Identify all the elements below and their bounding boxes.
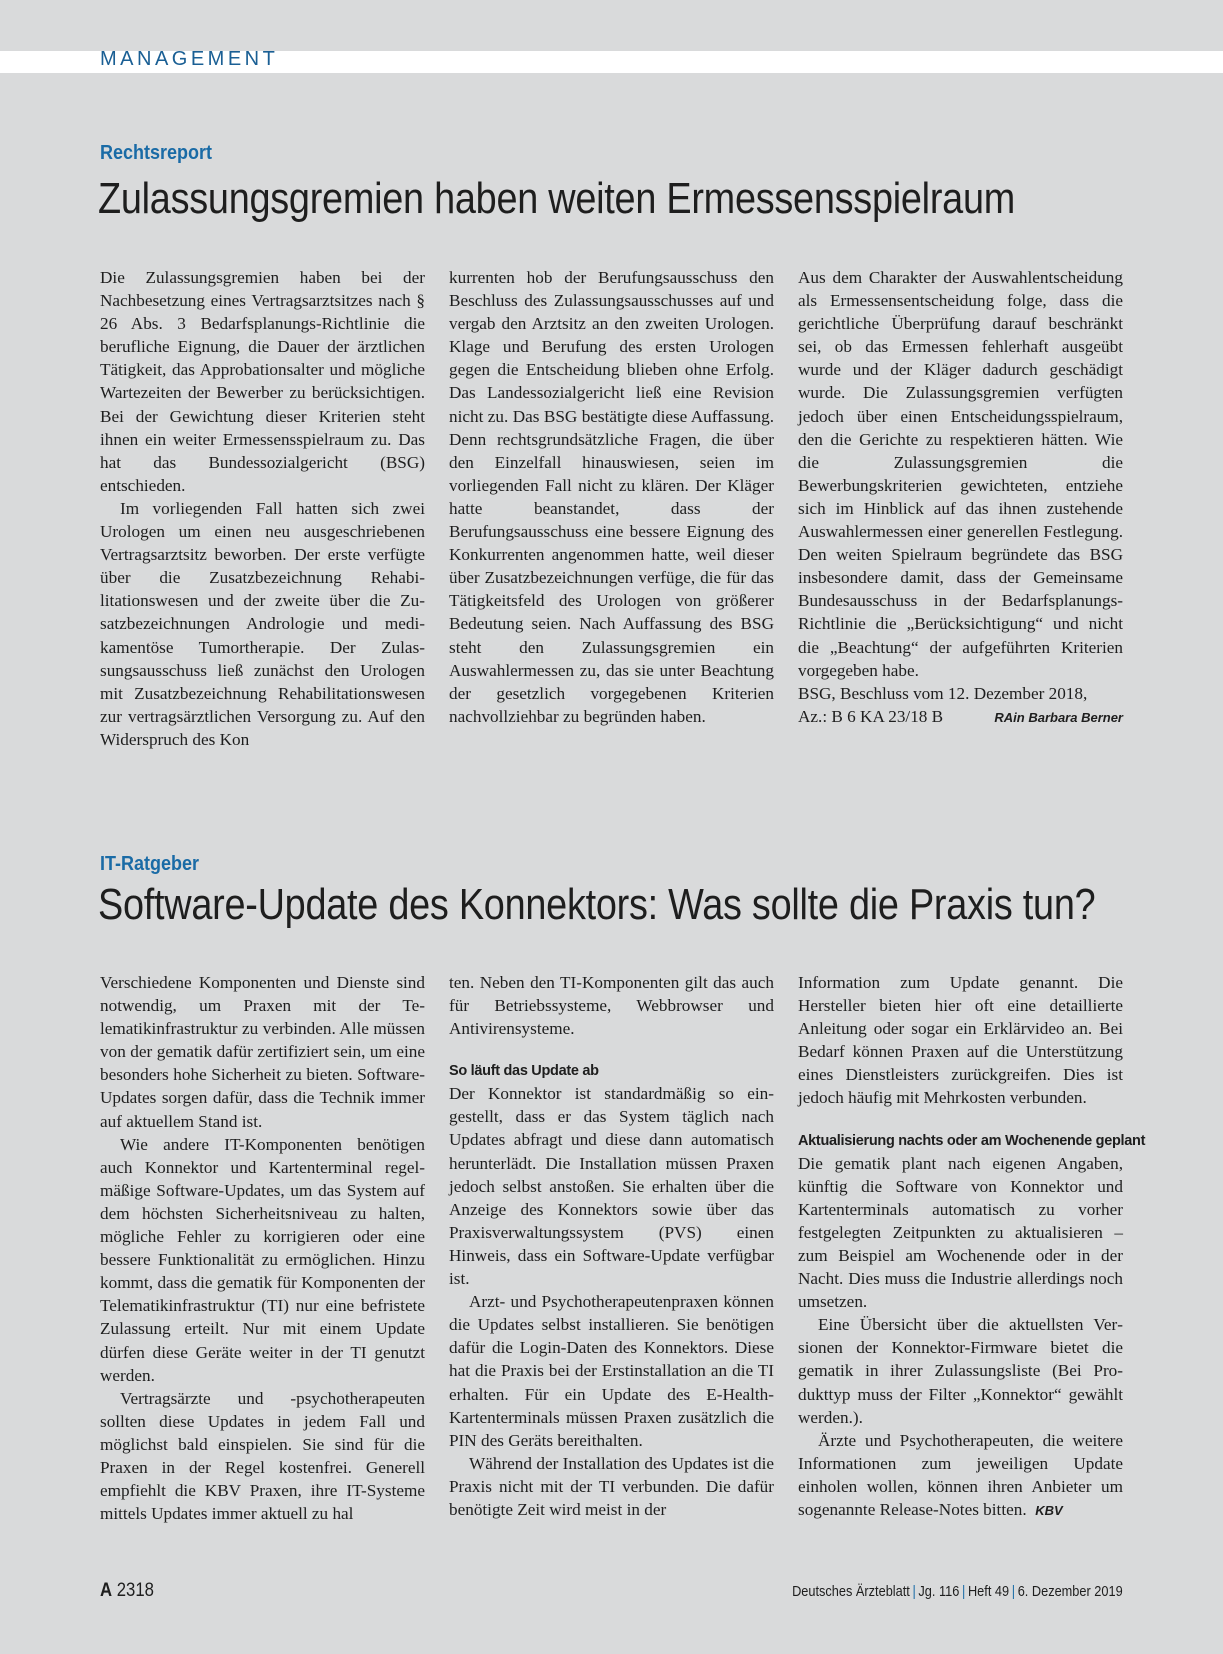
paragraph: Die gematik plant nach eigenen Angaben, künftig die Software von Konnektor und Kartenterminals automatisch zu vorher festgelegten Zeitpunkten zu aktualisieren – zum Beispiel am Wochenende oder in der Nacht. Dies muss die Industrie allerdings noch umsetzen. bbox=[798, 1153, 1123, 1312]
journal-name: Deutsches Ärzteblatt bbox=[792, 1584, 911, 1600]
page-prefix: A bbox=[100, 1580, 113, 1601]
article1-author: RAin Barbara Berner bbox=[994, 709, 1123, 725]
article2-headline: Software-Update des Konnektors: Was sollte die Praxis tun? bbox=[98, 880, 1096, 929]
article1-column-1 bbox=[100, 266, 425, 751]
page-number bbox=[100, 1580, 154, 1602]
paragraph: Während der Installation des Updates ist die Praxis nicht mit der TI verbunden. Die dafür benötigte Zeit wird meist in der bbox=[449, 1453, 774, 1519]
citation-line-1: BSG, Beschluss vom 12. Dezember 2018, bbox=[798, 683, 1088, 703]
separator: | bbox=[1012, 1584, 1016, 1600]
article2-column-3 bbox=[798, 971, 1146, 1522]
subheading: Aktualisierung nachts oder am Wochenende geplant bbox=[798, 1132, 1146, 1149]
paragraph: Arzt- und Psychotherapeutenpraxen können die Updates selbst installieren. Sie benötigen dafür die Login-Daten des Konnektors. Diese hat die Praxis bei der Erstinstallation an die TI erhalten. Für ein Update des E-Health-Kartenterminals müssen Praxen zusätzlich die PIN des Geräts bereithalten. bbox=[449, 1292, 774, 1450]
article2-author: KBV bbox=[1035, 1502, 1063, 1518]
article2-kicker: IT-Ratgeber bbox=[100, 853, 200, 875]
paragraph: Im vorliegenden Fall hatten sich zwei Urologen um einen neu ausgeschriebenen Vertragsarztsitz beworben. Der erste verfügte über die Zusatzbezeichnung Rehabilitationswesen und der zweite über die Zusatzbezeichnungen Andrologie und medikamentöse Tumortherapie. Der Zulassungsausschuss ließ zunächst den Urologen mit Zusatzbezeichnung Rehabilitationswesen zur vertragsärztlichen Versorgung zu. Auf den Widerspruch des Kon bbox=[100, 498, 425, 749]
paragraph: Aus dem Charakter der Auswahlentscheidung als Ermessensentscheidung folge, dass die gerichtliche Überprüfung darauf beschränkt sei, ob das Ermessen fehlerhaft ausgeübt wurde und der Kläger dadurch geschädigt wurde. Die Zulassungsgremien verfügten jedoch über einen Entscheidungsspielraum, den die Gerichte zu respektieren hätten. Wie die Zulassungsgremien die Bewerbungskriterien gewichteten, entziehe sich im Hinblick auf das ihnen zustehende Auswahlermessen einer generellen Festlegung. Den weiten Spielraum begründete das BSG insbesondere damit, dass der Gemeinsame Bundesausschuss in der Bedarfsplanungs-Richtlinie die „Berücksichtigung“ und nicht die „Beachtung“ der aufgeführten Kriterien vorgegeben habe. bbox=[798, 268, 1123, 680]
page-number-value: 2318 bbox=[116, 1580, 154, 1601]
journal-info bbox=[792, 1584, 1123, 1600]
paragraph: Eine Übersicht über die aktuellsten Versionen der Konnektor-Firmware bietet die gematik in ihrer Zulassungsliste (Bei Produkttyp muss der Filter „Konnektor“ gewählt werden.). bbox=[798, 1315, 1123, 1427]
paragraph: kurrenten hob der Berufungsausschuss den Beschluss des Zulassungsausschusses auf und vergab den Arztsitz an den zweiten Urologen. Klage und Berufung des ersten Urologen gegen die Entscheidung blieben ohne Erfolg. Das Landessozialgericht ließ eine Revision nicht zu. Das BSG bestätigte diese Auffassung. Denn rechtsgrundsätzliche Fragen, die über den Einzelfall hinauswiesen, seien im vorliegenden Fall nicht zu klären. Der Kläger hatte beanstandet, dass der Berufungsausschuss eine bessere Eignung des Konkurrenten angenommen hatte, weil dieser über Zusatzbezeichnungen verfüge, die für das Tätigkeitsfeld des Urologen von größerer Bedeutung seien. Nach Auffassung des BSG steht den Zulassungsgremien ein Auswahlermessen zu, das sie unter Beachtung der gesetzlich vorgegebenen Kriterien nachvollziehbar zu begründen haben. bbox=[449, 268, 774, 726]
article2-column-2 bbox=[449, 971, 774, 1521]
citation-line-2 bbox=[798, 705, 1123, 729]
paragraph: Information zum Update genannt. Die Hersteller bieten hier oft eine detaillierte Anleitung oder sogar ein Erklärvideo an. Bei Bedarf können Praxen auf die Unterstützung eines Dienstleisters zurückgreifen. Dies ist jedoch häufig mit Mehrkosten verbunden. bbox=[798, 973, 1123, 1108]
subheading: So läuft das Update ab bbox=[449, 1063, 599, 1080]
section-label: MANAGEMENT bbox=[100, 48, 279, 70]
paragraph: ten. Neben den TI-Komponenten gilt das auch für Betriebssysteme, Webbrowser und Antivirensysteme. bbox=[449, 973, 774, 1039]
paragraph bbox=[798, 1429, 1123, 1522]
volume: Jg. 116 bbox=[918, 1584, 960, 1600]
paragraph: Verschiedene Komponenten und Dienste sind notwendig, um Praxen mit der Telematikinfrastruktur zu verbinden. Alle müssen von der gematik dafür zertifiziert sein, um eine besonders hohe Sicherheit zu bieten. Software-Updates sorgen dafür, dass die Technik immer auf aktuellem Stand ist. bbox=[100, 973, 425, 1131]
article1-kicker: Rechtsreport bbox=[100, 142, 213, 164]
paragraph: Der Konnektor ist standardmäßig so eingestellt, dass er das System täglich nach Updates abfragt und diese dann automatisch herunterlädt. Die Installation müssen Praxen jedoch selbst anstoßen. Sie erhalten über die Anzeige des Konnektors sowie über das Praxisverwaltungssystem (PVS) einen Hinweis, dass ein Software-Update verfügbar ist. bbox=[449, 1084, 774, 1289]
article2-column-1 bbox=[100, 971, 425, 1525]
last-sentence: Ärzte und Psychotherapeuten, die weitere Informationen zum jeweiligen Update einholen wollen, können ihren Anbieter um sogenannte Release-Notes bitten. bbox=[798, 1430, 1123, 1519]
separator: | bbox=[962, 1584, 966, 1600]
citation-az: Az.: B 6 KA 23/18 B bbox=[798, 706, 944, 726]
issue: Heft 49 bbox=[968, 1584, 1010, 1600]
separator: | bbox=[912, 1584, 917, 1600]
article1-column-2 bbox=[449, 266, 774, 728]
paragraph: Die Zulassungsgremien haben bei der Nachbesetzung eines Vertragsarztsitzes nach § 26 Abs. 3 Bedarfsplanungs-Richtlinie die berufliche Eignung, die Dauer der ärztlichen Tätigkeit, das Approbationsalter und mögliche Wartezeiten der Bewerber zu berücksichtigen. Bei der Gewichtung dieser Kriterien steht ihnen ein weiter Ermessensspielraum zu. Das hat das Bundessozialgericht (BSG) entschieden. bbox=[100, 268, 425, 495]
issue-date: 6. Dezember 2019 bbox=[1018, 1584, 1123, 1600]
paragraph: Wie andere IT-Komponenten benötigen auch Konnektor und Kartenterminal regelmäßige Software-Updates, um das System auf dem höchsten Sicherheitsniveau zu halten, mögliche Fehler zu korrigieren oder eine bessere Funktionalität zu ermöglichen. Hinzu kommt, dass die gematik für Komponenten der Telematikinfrastruktur (TI) nur eine befristete Zulassung erteilt. Nur mit einem Update dürfen diese Geräte weiter in der TI genutzt werden. bbox=[100, 1134, 425, 1385]
paragraph: Vertragsärzte und -psychotherapeuten sollten diese Updates in jedem Fall und möglichst bald einspielen. Sie sind für die Praxen in der Regel kostenfrei. Generell empfiehlt die KBV Praxen, ihre IT-Systeme mittels Updates immer aktuell zu hal bbox=[100, 1388, 425, 1524]
article1-column-3 bbox=[798, 266, 1123, 729]
article1-headline: Zulassungsgremien haben weiten Ermessensspielraum bbox=[98, 174, 1016, 223]
